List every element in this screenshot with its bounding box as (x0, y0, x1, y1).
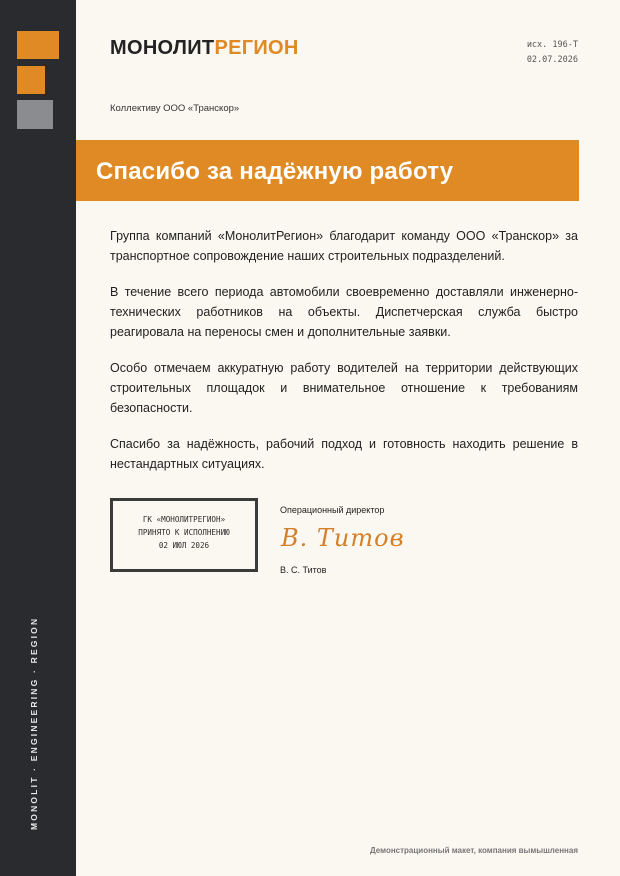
stamp-line: 02 ИЮЛ 2026 (158, 541, 210, 550)
reference-block (527, 38, 578, 68)
logo-block-orange-small (17, 66, 45, 94)
handwritten-signature: В. Титов (281, 524, 405, 552)
signatory-role: Операционный директор (280, 505, 385, 515)
letter-title: Спасибо за надёжную работу (96, 158, 454, 185)
paragraph: В течение всего периода автомобили своевременно доставляли инженерно-технических работников на объекты. Диспетчерская служба быстро реагировала на переносы смен и дополнительные заявки. (110, 285, 578, 339)
company-logo (110, 37, 299, 60)
stamp-line: ГК «МОНОЛИТРЕГИОН» (142, 515, 226, 524)
reference-date: 02.07.2026 (526, 55, 578, 65)
stamp-line: ПРИНЯТО К ИСПОЛНЕНИЮ (138, 528, 230, 537)
title-banner (76, 140, 579, 201)
sidebar (0, 0, 76, 876)
logo-block-orange-large (17, 31, 59, 59)
footer-note: Демонстрационный макет, компания вымышленная (370, 846, 578, 855)
logo-text-part2: РЕГИОН (214, 37, 299, 59)
paragraph: Группа компаний «МонолитРегион» благодарит команду ООО «Транскор» за транспортное сопровождение наших строительных подразделений. (110, 229, 578, 263)
logo-block-grey (17, 100, 53, 129)
sidebar-tagline: MONOLIT · ENGINEERING · REGION (29, 616, 39, 830)
paragraph: Особо отмечаем аккуратную работу водителей на территории действующих строительных площадок и внимательное отношение к требованиям безопасности. (110, 361, 578, 415)
letter-body (110, 226, 578, 490)
approval-stamp (110, 498, 258, 572)
paragraph: Спасибо за надёжность, рабочий подход и готовность находить решение в нестандартных ситуациях. (110, 437, 578, 471)
reference-number: исх. 196-Т (526, 40, 578, 50)
logo-text-part1: МОНОЛИТ (110, 37, 215, 59)
signatory-name: В. С. Титов (280, 565, 327, 575)
addressee: Коллективу ООО «Транскор» (110, 103, 240, 114)
